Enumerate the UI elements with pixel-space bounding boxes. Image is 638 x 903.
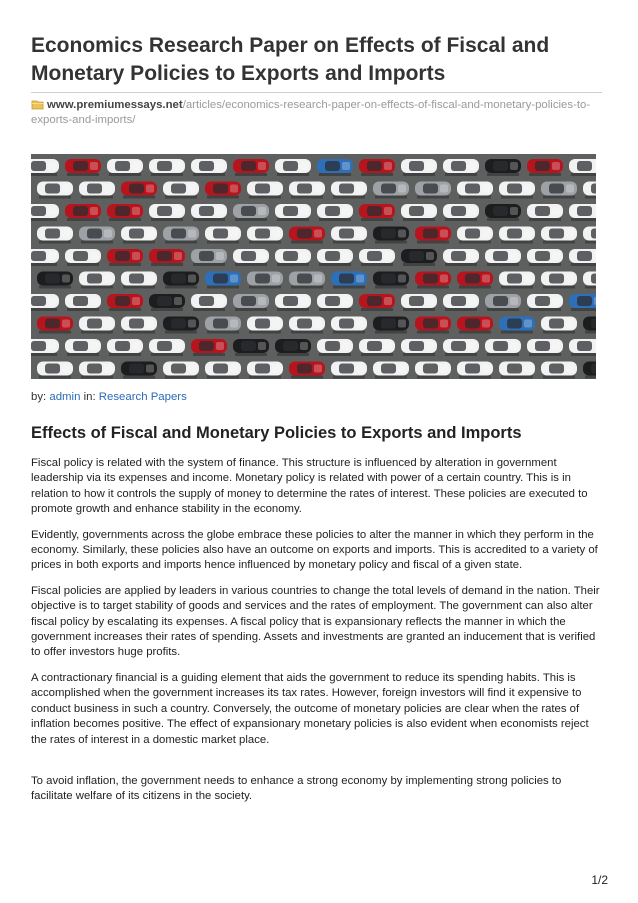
source-path[interactable]: /articles/economics-research-paper-on-effects-of-fiscal-and-monetary-policies-to-exports-and-imports/	[31, 99, 591, 126]
byline	[31, 391, 187, 403]
section-heading: Effects of Fiscal and Monetary Policies to Exports and Imports	[31, 424, 522, 442]
page-title: Economics Research Paper on Effects of Fiscal and Monetary Policies to Exports and Imports	[31, 34, 550, 85]
paragraph-5: To avoid inflation, the government needs to enhance a strong economy by implementing strong policies to facilitate welfare of its citizens in the society.	[31, 774, 562, 803]
byline-by-label: by:	[31, 391, 47, 403]
source-domain[interactable]: www.premiumessays.net	[47, 99, 183, 111]
byline-in-label: in:	[83, 391, 96, 403]
title-divider	[31, 92, 602, 93]
page-number: 1/2	[591, 873, 608, 887]
article-body	[31, 456, 606, 815]
source-url[interactable]	[31, 98, 606, 128]
paragraph-3: Fiscal policies are applied by leaders in various countries to change the total levels of demand in the nation. Their objective is to target stability of goods and services and the rates of employment. The government can also alter fiscal policy by escalating its expenses. A fiscal policy that is expansionary reflects the manner in which the government increases their rates of spending. Assets and investments are granted an inducement that is verified to offer investors huge profits.	[31, 584, 600, 659]
paragraph-4: A contractionary financial is a guiding element that aids the government to reduce its spending habits. This is accomplished when the government increases its tax rates. However, foreign investors will find it expensive to conduct business in such a country. Conversely, the outcome of monetary policies are clear when the rates of inflation becomes positive. The effect of expansionary monetary policies is also evident when economists reject the rates of interest in a domestic market place.	[31, 671, 589, 746]
paragraph-1: Fiscal policy is related with the system of finance. This structure is influenced by alteration in government leadership via its expenses and income. Monetary policy is related with power of a certain country. This is in relation to how it controls the supply of money to determine the rates of interest. These policies are executed to promote growth and enhance stability in the economy.	[31, 457, 588, 516]
category-link[interactable]: Research Papers	[98, 391, 187, 403]
author-link[interactable]: admin	[49, 391, 81, 403]
parking-lot-cars-photo	[31, 154, 596, 379]
paragraph-2: Evidently, governments across the globe embrace these policies to alter the manner in which they perform in the economy. Similarly, these policies also have an outcome on exports and imports. This is accredited to a variety of prices in both exports and imports hence influenced by monetary policy and fiscal of a given state.	[31, 528, 598, 572]
document-icon	[31, 100, 43, 109]
